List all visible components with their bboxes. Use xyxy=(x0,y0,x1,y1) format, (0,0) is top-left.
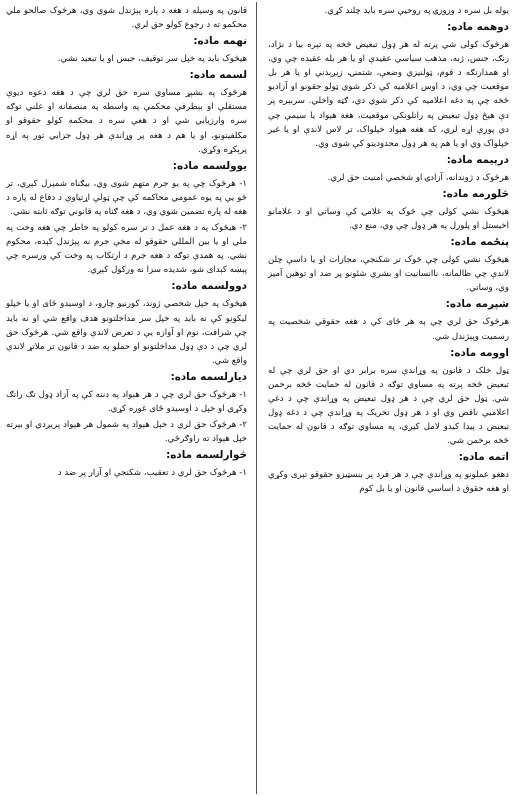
article-paragraph: هیڅوک په خپل شخصي ژوند، کورنیو چارو، د اوسیدو ځای او یا خپلو لیکونو کې نه باید په خپل سر مداخلتونو هدف واقع شي او نه باید چې شرافت، نوم او آوازه یې د تعرض لاندې واقع شي. هرڅوک حق لري چې د دې ډول مداخلتونو او حملو په ضد د قانون تر ملاتړ لاندې واقع شي. xyxy=(6,299,247,366)
article-8 xyxy=(268,450,509,496)
left-column xyxy=(6,4,247,482)
article-paragraph: ۲- هرڅوک حق لري د خپل هېواد په شمول هر هېواد پریږدي او بېرته خپل هېواد ته راوګرځي. xyxy=(6,420,247,445)
article-13 xyxy=(6,370,247,446)
right-top-fragment: یوله بل سره د ورورۍ په روحیې سره باید چلند کړي. xyxy=(324,6,509,16)
article-paragraph: ۱- هرڅوک چې په یو جرم متهم شوی وي، بیګناه شمېرل کېږي، تر څو یې په یوه عمومي محاکمه کې چې ټولې اړتیاوې د دفاع له پاره د هغه له پاره تضمین شوي وي، د هغه ګناه په قانوني توګه ثابته نشي. xyxy=(6,178,247,217)
article-paragraph: دهغو عملونو په وړاندې چې د هر فرد پر بنسټیزو حقوقو تېری وکړي او هغه حقوق د اساسي قانون او یا بل کوم xyxy=(268,470,509,495)
article-10 xyxy=(6,68,247,156)
article-6 xyxy=(268,297,509,343)
article-heading: دوهمه ماده: xyxy=(447,21,509,34)
article-9 xyxy=(6,34,247,66)
article-heading: څوارلسمه ماده: xyxy=(166,449,247,462)
article-paragraph: ټول خلک د قانون په وړاندې سره برابر دي او حق لري چې له تبعیض څخه پرته په مساوي توګه د قانون له حمایت څخه برخمن شي. ټول حق لري چې د هر ډول تبعیض په وړاندې چې د دغې اعلامیې ناقض وي او د هر ډول تحریک په وړاندې چې د دغه ډول تبعیض د پیدا کیدو لامل کیږي، په مساوي توګه د قانون له حمایت څخه برخمن شي. xyxy=(268,365,509,447)
article-heading: دیارلسمه ماده: xyxy=(170,370,247,383)
article-paragraph: ۱- هرڅوک حق لري د تعقیب، شکنجې او آزار پر ضد د xyxy=(57,468,247,479)
article-paragraph: هیڅوک باید په خپل سر توقیف، حبس او یا تبعید نشي. xyxy=(57,54,247,65)
article-paragraph: هرڅوک حق لري چې په هر ځای کې د هغه حقوقي شخصیت په رسمیت وپېژندل شي. xyxy=(268,317,509,342)
left-top-fragment: قانون په وسیله د هغه د پاره پېژندل شوي وي، هرڅوک صالحو ملي محکمو ته د رجوع کولو حق لري. xyxy=(6,6,247,31)
article-heading: نهمه ماده: xyxy=(193,35,247,48)
article-heading: پنځمه ماده: xyxy=(450,236,509,249)
article-14 xyxy=(6,448,247,480)
article-12 xyxy=(6,279,247,367)
article-paragraph: ۲- هیڅوک په د هغه عمل د تر سره کولو په خاطر چې هغه وخت په ملي او یا بین المللي حقوقو له مخې جرم نه پېژندل کېده، محکوم نشي. په همدې توګه د هغه جرم د ارتکاب په وخت کې ورسره چې پېښه کېدای شو، شدیده سزا نه ورکول کېږي. xyxy=(6,223,247,276)
article-heading: یوولسمه ماده: xyxy=(172,159,247,172)
right-column xyxy=(268,4,509,498)
article-heading: درېیمه ماده: xyxy=(446,153,509,166)
article-paragraph: هرڅوک د ژوندانه، آزادۍ او شخصي امنیت حق لري. xyxy=(327,172,509,183)
article-3 xyxy=(268,153,509,185)
article-7 xyxy=(268,346,509,449)
article-paragraph: ۱- هرڅوک حق لري چې د هر هېواد په دننه کې په آزاد ډول تګ راتګ وکړي او خپل د اوسیدو ځای غوره کړي. xyxy=(6,389,247,414)
article-heading: دوولسمه ماده: xyxy=(171,280,247,293)
article-5 xyxy=(268,235,509,295)
article-paragraph: هیڅوک نشي کولی چې څوک تر شکنجې، مجازات او یا داسې چلن لاندې چې ظالمانه، ناانسانیت او بشري شئونو پر ضد او توهین آمیز وي، وساتي. xyxy=(268,255,509,294)
article-heading: شپږمه ماده: xyxy=(445,298,509,311)
article-heading: څلورمه ماده: xyxy=(442,187,509,200)
article-heading: لسمه ماده: xyxy=(189,69,247,82)
article-11 xyxy=(6,159,247,278)
article-paragraph: هیڅوک نشي کولی چې څوک په غلامۍ کې وساتي او د غلامانو اخیستل او پلورل په هر ډول چې وي، منع دي. xyxy=(268,206,509,232)
column-divider xyxy=(256,2,257,794)
article-4 xyxy=(268,187,509,233)
article-paragraph: هرڅوک کولی شي پرته له هر ډول تبعیض څخه په تېره بیا د نژاد، رنګ، جنس، ژبه، مذهب سیاسي عقیدې او یا هر بله عقیده چې وي، او همدارنګه د قوم، ټولنیزي وضعې، شتمنۍ، زیږېدنې او یا هر بل موقعیت چې وي، د اوس اعلامیه کې ذکر شوي ټولو حقونو او آزادیو څخه چې په دغه اعلامیه کې ذکر شوي دي، ګټه واخلي. سربېره پر دې هیڅ ډول تبعیض په راتلونکي موقعیت، هغه هېواد یا سیمې چې دي پورې اړه لري، که هغه هېواد خپلواک، تر لاس لاندې او یا غیر خپلواک وي او یا هم په هر ډول محدودیتو کې شوی وي. xyxy=(268,40,509,149)
article-heading: اوومه ماده: xyxy=(450,346,509,359)
article-paragraph: هرڅوک په بشپړ مساوي سره حق لري چې د هغه دعوه دیوې مستقلې او بېطرفې محکمې په واسطه په منصفانه او علني توګه سره وارزیابي شي او د هغې سره د محکمه کولو حقوقو او مکلفیتونو، او یا هم د هغه پر وړاندې هر ډول جزایي تور په اړه پرېکړه وکړي. xyxy=(6,88,247,155)
article-heading: اتمه ماده: xyxy=(458,451,509,464)
article-2 xyxy=(268,20,509,151)
